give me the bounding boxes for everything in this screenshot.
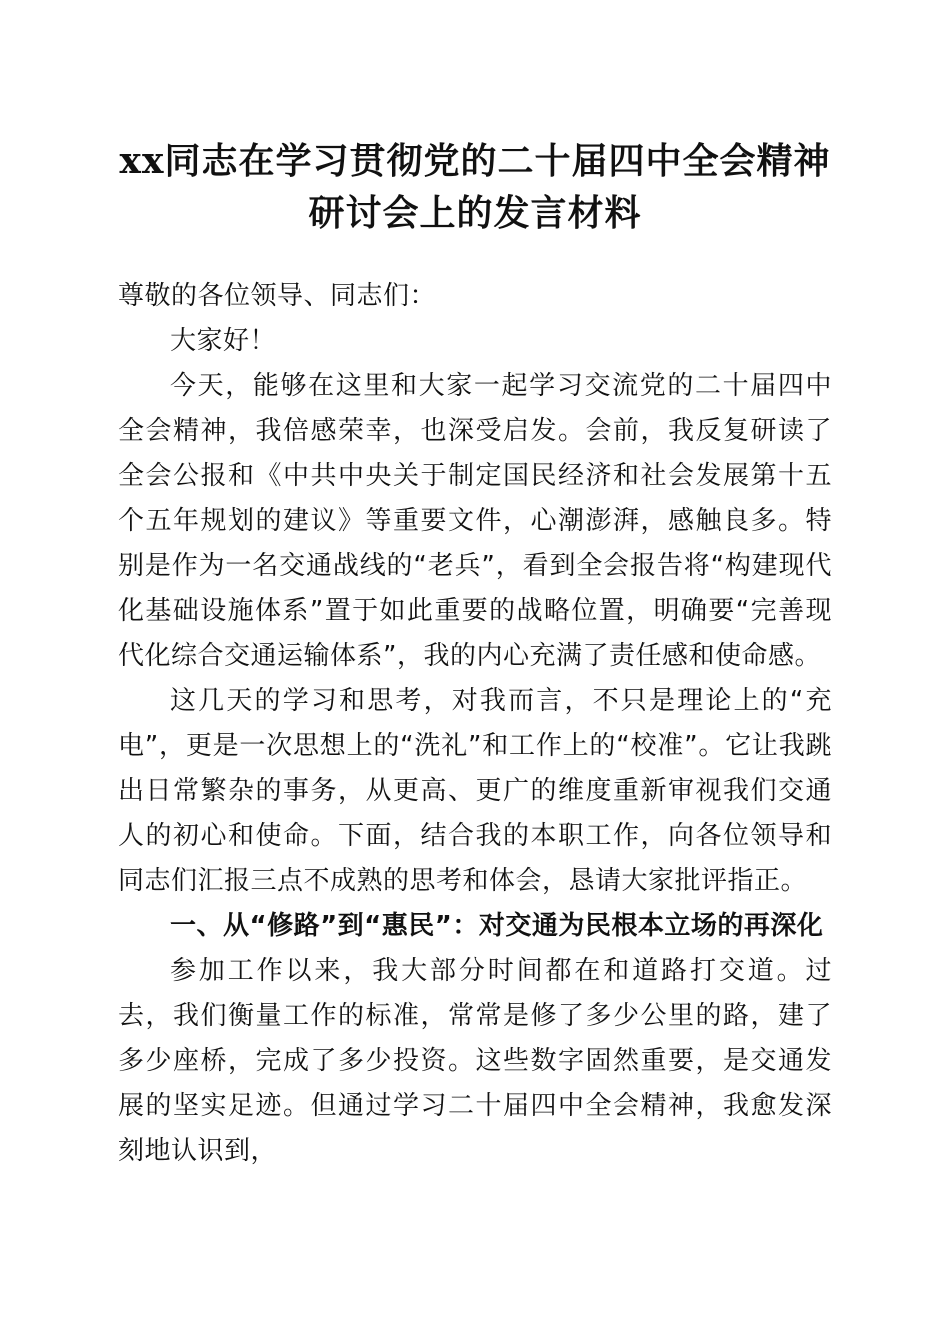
paragraph-1: 今天，能够在这里和大家一起学习交流党的二十届四中全会精神，我倍感荣幸，也深受启发。会前，我反复研读了全会公报和《中共中央关于制定国民经济和社会发展第十五个五年规划的建议》等重要文件，心潮澎湃，感触良多。特别是作为一名交通战线的“老兵”，看到全会报告将“构建现代化基础设施体系”置于如此重要的战略位置，明确要“完善现代化综合交通运输体系”，我的内心充满了责任感和使命感。: [118, 371, 832, 671]
document-title: [100, 135, 850, 239]
title-line-1: xx同志在学习贯彻党的二十届四中全会精神: [119, 140, 831, 182]
document-body: [118, 274, 832, 1174]
paragraph-3: 参加工作以来，我大部分时间都在和道路打交道。过去，我们衡量工作的标准，常常是修了多少公里的路，建了多少座桥，完成了多少投资。这些数字固然重要，是交通发展的坚实足迹。但通过学习二十届四中全会精神，我愈发深刻地认识到，: [118, 956, 832, 1166]
section-heading-1: 一、从“修路”到“惠民”：对交通为民根本立场的再深化: [170, 911, 824, 941]
greeting: 大家好！: [170, 326, 277, 356]
paragraph-2: 这几天的学习和思考，对我而言，不只是理论上的“充电”，更是一次思想上的“洗礼”和工作上的“校准”。它让我跳出日常繁杂的事务，从更高、更广的维度重新审视我们交通人的初心和使命。下面，结合我的本职工作，向各位领导和同志们汇报三点不成熟的思考和体会，恳请大家批评指正。: [118, 686, 832, 896]
salutation: 尊敬的各位领导、同志们：: [118, 281, 437, 311]
title-line-2: 研讨会上的发言材料: [308, 192, 642, 234]
